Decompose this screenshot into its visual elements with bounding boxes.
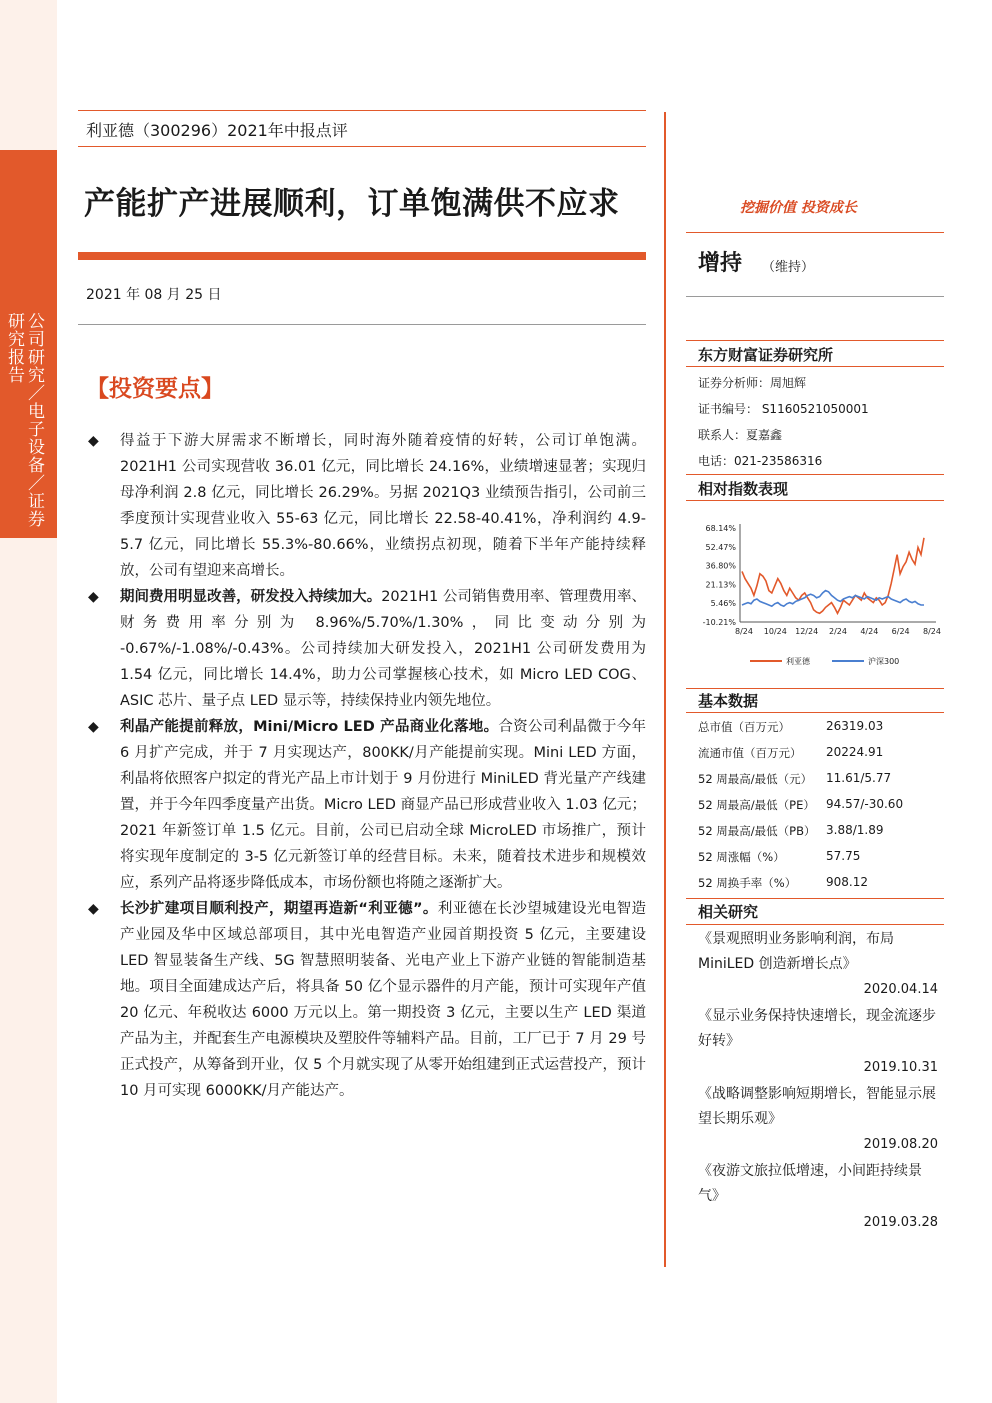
y-tick-label: 5.46% xyxy=(710,599,736,609)
slogan: 挖掘价值 投资成长 xyxy=(740,200,857,216)
diamond-bullet-icon: ◆ xyxy=(88,901,99,917)
rating-sub: （维持） xyxy=(762,260,815,275)
x-tick-label: 2/24 xyxy=(829,627,847,636)
related-title: 相关研究 xyxy=(698,903,759,921)
basic-label: 52 周最高/最低（元） xyxy=(698,772,813,786)
basic-data-title: 基本数据 xyxy=(698,692,759,710)
sidebar-band xyxy=(0,150,57,538)
basic-value: 57.75 xyxy=(826,849,861,863)
x-tick-label: 6/24 xyxy=(891,627,910,636)
bullet-bold: 利晶产能提前释放，Mini/Micro LED 产品商业化落地。 xyxy=(120,719,499,735)
x-tick-label: 8/24 xyxy=(923,627,941,636)
x-tick-label: 8/24 xyxy=(735,627,753,636)
rating-bottom-rule xyxy=(686,296,944,297)
main-title: 产能扩产进展顺利，订单饱满供不应求 xyxy=(84,186,620,222)
related-report-date: 2020.04.14 xyxy=(863,982,938,997)
related-report-title: 《景观照明业务影响利润，布局 MiniLED 创造新增长点》 xyxy=(698,931,894,972)
contact: 联系人：夏嘉鑫 xyxy=(698,428,783,442)
related-report-date: 2019.03.28 xyxy=(863,1215,938,1230)
institute-name: 东方财富证券研究所 xyxy=(698,346,834,364)
sidebar-category-text: 公司研究／电子设备／证券研究报告 xyxy=(4,312,44,528)
report-date: 2021 年 08 月 25 日 xyxy=(86,287,222,303)
related-report-date: 2019.08.20 xyxy=(863,1137,938,1152)
basic-value: 11.61/5.77 xyxy=(826,771,892,785)
basic-label: 52 周换手率（%） xyxy=(698,876,797,890)
institute-bottom-rule xyxy=(686,366,944,367)
basic-bottom-rule xyxy=(686,712,944,713)
related-report-title: 《战略调整影响短期增长，智能显示展望长期乐观》 xyxy=(698,1086,936,1127)
diamond-bullet-icon: ◆ xyxy=(88,589,99,605)
x-tick-label: 4/24 xyxy=(860,627,879,636)
legend-label: 利亚德 xyxy=(786,657,810,666)
basic-label: 总市值（百万元） xyxy=(698,720,790,734)
basic-value: 26319.03 xyxy=(826,719,884,733)
bullet-item-4 xyxy=(86,896,646,1104)
chart-bottom-rule xyxy=(686,500,944,501)
y-tick-label: 21.13% xyxy=(705,580,736,590)
bullet-item-2 xyxy=(86,584,646,714)
basic-label: 流通市值（百万元） xyxy=(698,746,802,760)
bullet-item-3 xyxy=(86,714,646,896)
related-top-rule xyxy=(686,898,944,899)
bullet-text: 2021H1 公司销售费用率、管理费用率、财务费用率分别为 8.96%/5.70%/1.30%，同比变动分别为 -0.67%/-1.08%/-0.43%。公司持续加大研发投入，2021H1 公司研发费用为 1.54 亿元，同比增长 14.4%，助力公司掌握核心技术，如 Micro LED COG、ASIC 芯片、量子点 LED 显示等，持续保持业内领先地位。 xyxy=(120,589,646,709)
basic-value: 908.12 xyxy=(826,875,868,889)
phone: 电话：021-23586316 xyxy=(698,454,823,468)
bullet-text: 合资公司利晶微于今年 6 月扩产完成，并于 7 月实现达产，800KK/月产能提前实现。Mini LED 方面，利晶将依照客户拟定的背光产品上市计划于 9 月份进行 MiniLED 背光量产产线建置，并于今年四季度量产出货。Micro LED 商显产品已形成营业收入 1.03 亿元；2021 年新签订单 1.5 亿元。目前，公司已启动全球 MicroLED 市场推广，预计将实现年度制定的 3-5 亿元新签订单的经营目标。未来，随着技术进步和规模效应，系列产品将逐步降低成本，市场份额也将随之逐渐扩大。 xyxy=(120,719,647,891)
investment-heading: 【投资要点】 xyxy=(86,376,224,402)
column-divider xyxy=(664,112,666,1267)
basic-top-rule xyxy=(686,688,944,689)
sidebar xyxy=(0,0,57,1403)
x-tick-label: 10/24 xyxy=(763,627,787,636)
basic-value: 94.57/-30.60 xyxy=(826,797,904,811)
y-tick-label: 52.47% xyxy=(705,542,736,552)
header-bottom-rule xyxy=(78,146,646,147)
related-report-title: 《显示业务保持快速增长，现金流逐步好转》 xyxy=(698,1008,936,1049)
rating-top-rule xyxy=(686,232,944,233)
diamond-bullet-icon: ◆ xyxy=(88,719,99,735)
basic-label: 52 周涨幅（%） xyxy=(698,850,785,864)
x-tick-label: 12/24 xyxy=(795,627,819,636)
bullet-text: 得益于下游大屏需求不断增长，同时海外随着疫情的好转，公司订单饱满。2021H1 公司实现营收 36.01 亿元，同比增长 24.16%，业绩增速显著；实现归母净利润 2.8 亿元，同比增长 26.29%。另据 2021Q3 业绩预告指引，公司前三季度预计实现营业收入 55-63 亿元，同比增长 22.58-40.41%，净利润约 4.9-5.7 亿元，同比增长 55.3%-80.66%，业绩拐点初现，随着下半年产能持续释放，公司有望迎来高增长。 xyxy=(120,433,646,579)
bullet-bold: 长沙扩建项目顺利投产，期望再造新“利亚德”。 xyxy=(120,901,438,917)
diamond-bullet-icon: ◆ xyxy=(88,433,99,449)
legend-label: 沪深300 xyxy=(868,657,900,666)
header-top-rule xyxy=(78,110,646,111)
analyst: 证券分析师：周旭辉 xyxy=(698,376,807,390)
related-report-date: 2019.10.31 xyxy=(863,1060,938,1075)
bullet-text: 利亚德在长沙望城建设光电智造产业园及华中区域总部项目，其中光电智造产业园首期投资 5 亿元，主要建设 LED 智显装备生产线、5G 智慧照明装备、光电产业上下游产业链的智能制造基地。项目全面建成达产后，将具备 50 亿个显示器件的月产能，预计可实现年产值 20 亿元、年税收达 6000 万元以上。第一期投资 3 亿元，主要以生产 LED 渠道产品为主，并配套生产电源模块及塑胶件等辅料产品。目前，工厂已于 7 月 29 号正式投产，从筹备到开业，仅 5 个月就实现了从零开始组建到正式运营投产，预计 10 月可实现 6000KK/月产能达产。 xyxy=(120,901,647,1099)
basic-label: 52 周最高/最低（PE） xyxy=(698,798,815,812)
y-tick-label: 68.14% xyxy=(705,524,736,533)
cert-number: 证书编号： S1160521050001 xyxy=(698,402,869,416)
relative-index-chart xyxy=(690,510,944,680)
institute-top-rule xyxy=(686,340,944,341)
basic-label: 52 周最高/最低（PB） xyxy=(698,824,816,838)
bullet-bold: 期间费用明显改善，研发投入持续加大。 xyxy=(120,589,382,605)
related-report-title: 《夜游文旅拉低增速，小间距持续景气》 xyxy=(698,1163,922,1204)
chart-title: 相对指数表现 xyxy=(698,480,789,498)
chart-top-rule xyxy=(686,474,944,475)
basic-value: 3.88/1.89 xyxy=(826,823,884,837)
title-bar xyxy=(78,252,646,260)
related-bottom-rule xyxy=(686,924,944,925)
rating: 增持 xyxy=(698,251,743,276)
doc-title: 利亚德（300296）2021年中报点评 xyxy=(86,121,348,140)
date-rule xyxy=(78,324,646,325)
bullet-item-1 xyxy=(86,428,646,584)
y-tick-label: 36.80% xyxy=(705,561,736,571)
y-tick-label: -10.21% xyxy=(702,618,736,627)
investment-bullets xyxy=(86,428,646,1104)
basic-value: 20224.91 xyxy=(826,745,884,759)
